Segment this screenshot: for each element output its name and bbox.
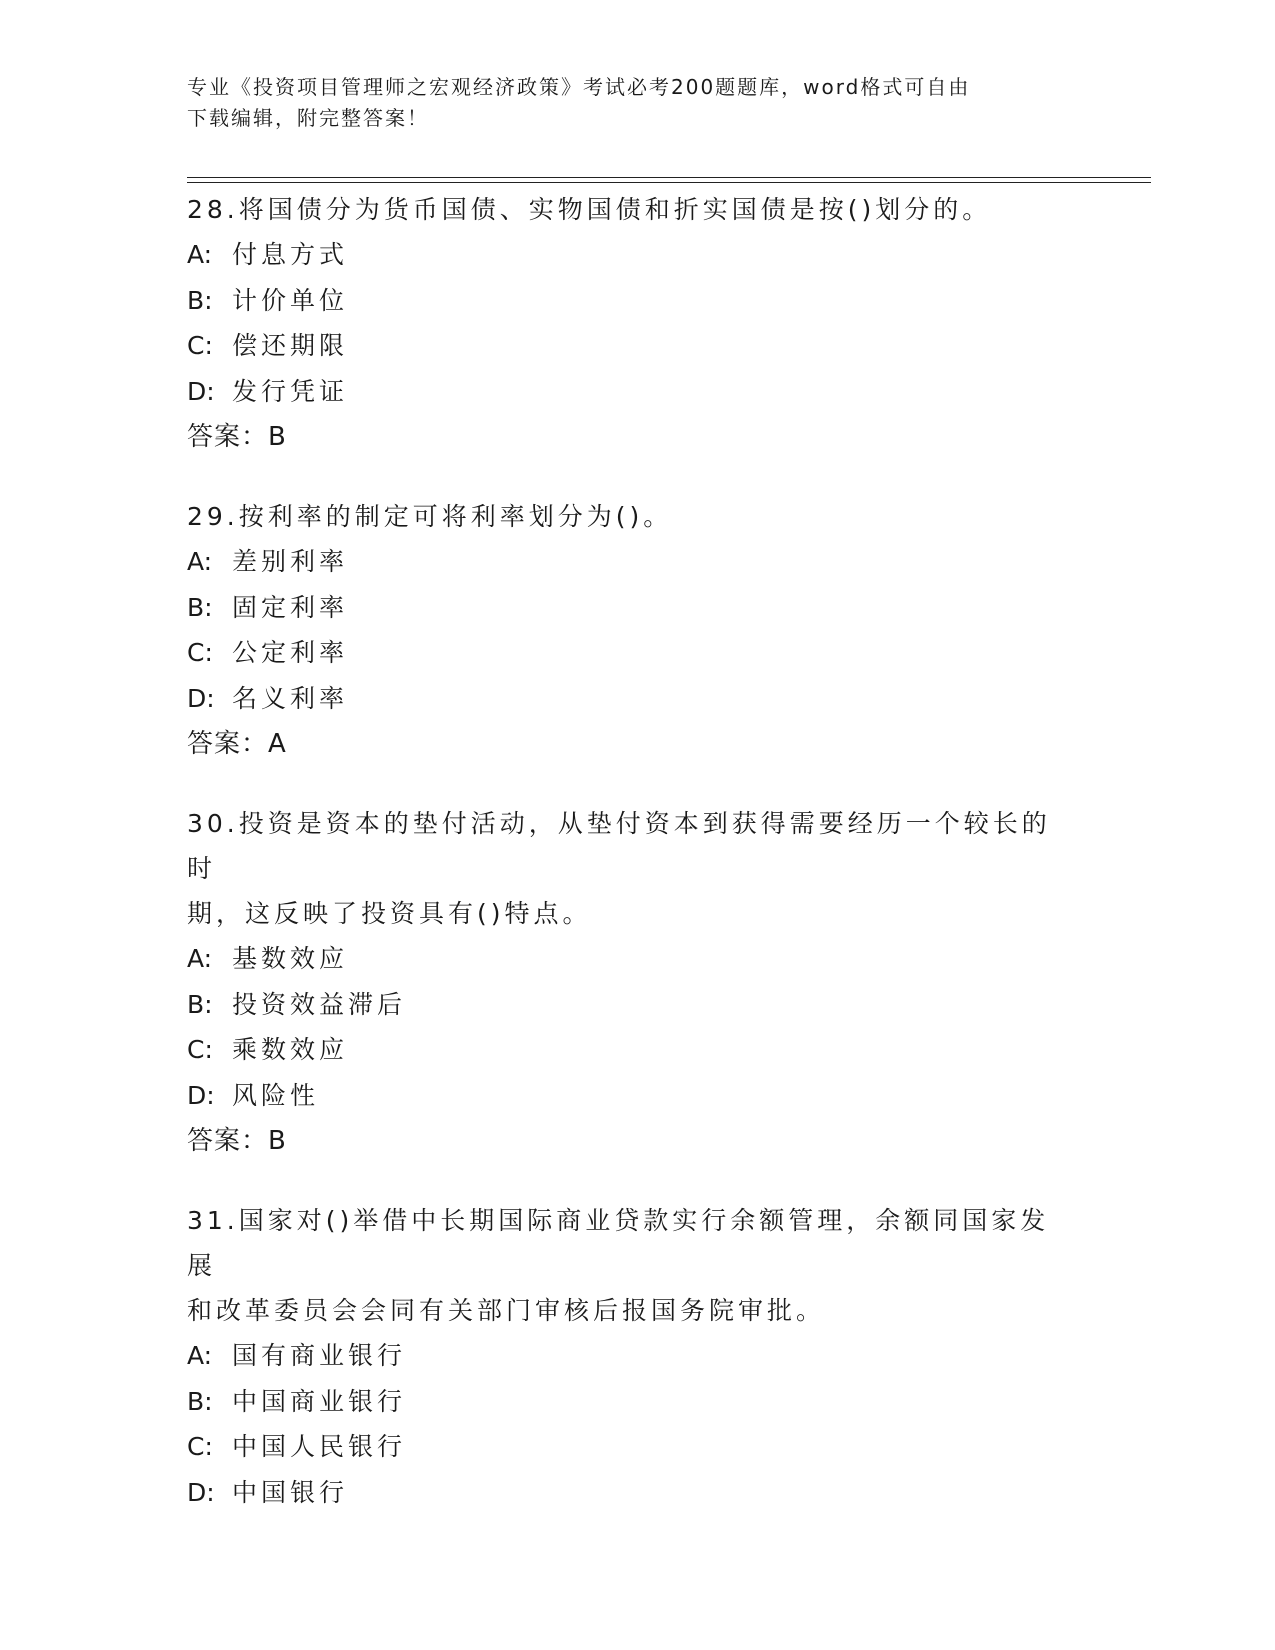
option-c (187, 630, 1077, 676)
question-31 (187, 1198, 1077, 1515)
option-a (187, 232, 1077, 278)
option-key: B: (187, 1386, 213, 1416)
question-list (187, 187, 1077, 1549)
header-line-2: 下载编辑，附完整答案！ (187, 106, 429, 130)
option-b (187, 1379, 1077, 1425)
option-key: C: (187, 638, 213, 667)
option-key: B: (187, 592, 213, 622)
option-text: 差别利率 (232, 547, 349, 576)
option-key: A: (187, 944, 213, 973)
answer-line: 答案：A (187, 729, 287, 759)
option-c (187, 323, 1077, 369)
option-text: 中国人民银行 (232, 1432, 407, 1461)
option-b (187, 585, 1077, 631)
option-text: 偿还期限 (232, 331, 349, 360)
option-a (187, 539, 1077, 585)
question-30 (187, 801, 1077, 1164)
question-stem-line-2: 和改革委员会会同有关部门审核后报国务院审批。 (187, 1296, 826, 1325)
header-divider-top (187, 177, 1151, 178)
header-line-1: 专业《投资项目管理师之宏观经济政策》考试必考200题题库，word格式可自由 (187, 75, 971, 99)
question-28 (187, 187, 1077, 460)
option-text: 中国银行 (232, 1477, 349, 1507)
option-key: D: (187, 1080, 215, 1110)
option-text: 公定利率 (232, 638, 349, 667)
option-a (187, 936, 1077, 982)
answer-line: 答案：B (187, 422, 287, 452)
question-stem-line-2: 期，这反映了投资具有()特点。 (187, 899, 592, 928)
option-b (187, 982, 1077, 1028)
option-key: C: (187, 331, 213, 360)
option-key: D: (187, 376, 215, 406)
answer-line: 答案：B (187, 1126, 287, 1156)
header-divider-bottom (187, 182, 1151, 183)
option-key: B: (187, 285, 213, 315)
question-stem: 28.将国债分为货币国债、实物国债和折实国债是按()划分的。 (187, 195, 992, 224)
question-stem: 29.按利率的制定可将利率划分为()。 (187, 502, 673, 531)
option-text: 计价单位 (232, 285, 349, 315)
option-text: 风险性 (232, 1080, 320, 1110)
question-stem-line-1: 30.投资是资本的垫付活动，从垫付资本到获得需要经历一个较长的时 (187, 809, 1051, 883)
option-key: B: (187, 989, 213, 1019)
option-d (187, 369, 1077, 415)
option-text: 固定利率 (232, 592, 349, 622)
option-d (187, 1073, 1077, 1119)
option-b (187, 278, 1077, 324)
question-29 (187, 494, 1077, 767)
option-key: A: (187, 240, 213, 269)
document-header (187, 72, 1087, 134)
option-text: 名义利率 (232, 683, 349, 713)
option-text: 乘数效应 (232, 1035, 349, 1064)
option-c (187, 1424, 1077, 1470)
option-text: 国有商业银行 (232, 1341, 407, 1370)
option-d (187, 676, 1077, 722)
option-c (187, 1027, 1077, 1073)
option-text: 基数效应 (232, 944, 349, 973)
option-key: D: (187, 1477, 215, 1507)
option-key: C: (187, 1035, 213, 1064)
question-stem-line-1: 31.国家对()举借中长期国际商业贷款实行余额管理，余额同国家发展 (187, 1206, 1050, 1280)
option-text: 发行凭证 (232, 376, 349, 406)
option-key: A: (187, 547, 213, 576)
option-text: 中国商业银行 (232, 1386, 407, 1416)
option-d (187, 1470, 1077, 1516)
option-key: D: (187, 683, 215, 713)
option-key: A: (187, 1341, 213, 1370)
option-text: 付息方式 (232, 240, 349, 269)
option-a (187, 1333, 1077, 1379)
option-text: 投资效益滞后 (232, 989, 407, 1019)
option-key: C: (187, 1432, 213, 1461)
